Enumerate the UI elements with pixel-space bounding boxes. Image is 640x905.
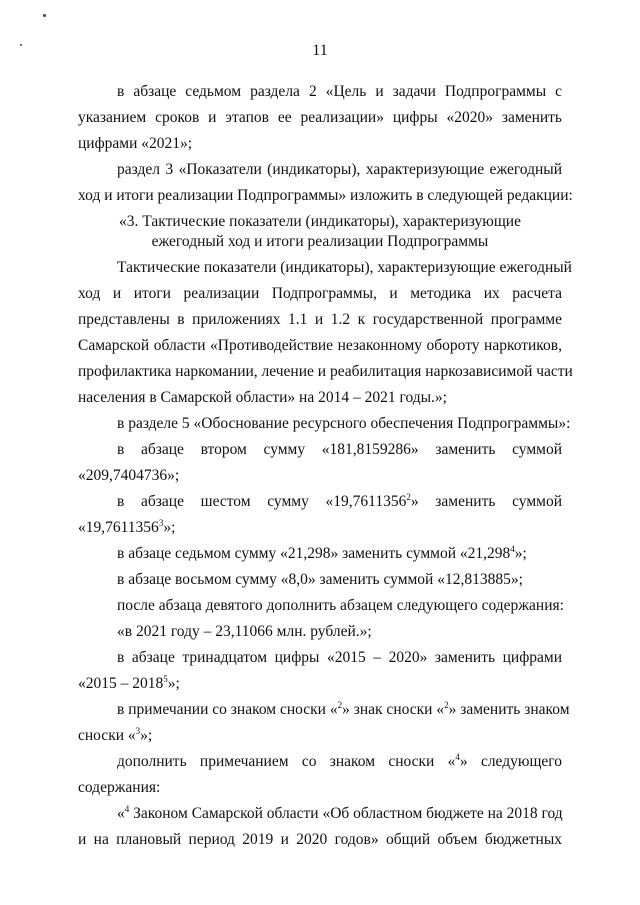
text-line [78, 726, 152, 746]
text-line [117, 544, 527, 564]
footnote-mark: 5 [163, 674, 168, 684]
text-line: в разделе 5 «Обоснование ресурсного обеспечения Подпрограммы»: [117, 415, 571, 432]
scan-dot [43, 14, 46, 17]
text-line: указанием сроков и этапов ее реализации» цифры «2020» заменить [78, 109, 562, 126]
section-heading: «3. Тактические показатели (индикаторы), характеризующие [119, 213, 521, 230]
text-line: в абзаце седьмом раздела 2 «Цель и задачи Подпрограммы с [117, 83, 562, 100]
footnote-mark: 2 [444, 700, 449, 710]
footnote-mark: 4 [510, 544, 515, 554]
footnote-mark: 4 [124, 804, 130, 814]
footnote-mark: 4 [455, 752, 460, 762]
text-line: после абзаца девятого дополнить абзацем следующего содержания: [117, 597, 564, 614]
text-fragment: дополнить примечанием со знаком сноски « [117, 753, 456, 770]
text-fragment: »; [140, 727, 153, 744]
text-line: населения в Самарской области» на 2014 – 2021 годы.»; [78, 389, 447, 406]
text-fragment: » заменить знаком [448, 701, 570, 718]
text-line: «в 2021 году – 23,11066 млн. рублей.»; [117, 623, 372, 640]
text-line: цифрами «2021»; [78, 135, 193, 152]
text-fragment: » заменить суммой [410, 493, 562, 510]
section-heading: ежегодный ход и итоги реализации Подпрограммы [151, 233, 489, 250]
text-line [117, 492, 562, 512]
text-line [117, 700, 570, 720]
text-fragment: »; [514, 545, 527, 562]
text-fragment: в абзаце седьмом сумму «21,298» заменить суммой «21,298 [117, 545, 511, 562]
text-line: ход и итоги реализации Подпрограммы, и методика их расчета [78, 285, 562, 302]
text-line: Тактические показатели (индикаторы), характеризующие ежегодный [117, 259, 572, 276]
text-line [117, 804, 562, 824]
footnote-mark: 2 [406, 492, 411, 502]
text-line: и на плановый период 2019 и 2020 годов» общий объем бюджетных [78, 831, 562, 848]
text-fragment: в примечании со знаком сноски « [117, 701, 338, 718]
text-line: «209,7404736»; [78, 467, 180, 484]
text-fragment: «2015 – 2018 [78, 675, 164, 692]
text-fragment: сноски « [78, 727, 136, 744]
text-line: представлены в приложениях 1.1 и 1.2 к государственной программе [78, 311, 562, 328]
text-line: Самарской области «Противодействие незаконному обороту наркотиков, [78, 337, 562, 354]
footnote-mark: 3 [135, 726, 141, 736]
text-line: в абзаце восьмом сумму «8,0» заменить суммой «12,813885»; [117, 571, 523, 588]
text-fragment: »; [163, 519, 176, 536]
text-line: раздел 3 «Показатели (индикаторы), характеризующие ежегодный [117, 161, 562, 178]
text-line: в абзаце втором сумму «181,8159286» заменить суммой [117, 441, 562, 458]
footnote-mark: 2 [337, 700, 343, 710]
text-line: в абзаце тринадцатом цифры «2015 – 2020» заменить цифрами [117, 649, 562, 666]
text-fragment: » следующего [459, 753, 562, 770]
text-line: ход и итоги реализации Подпрограммы» изложить в следующей редакции: [78, 187, 573, 204]
text-fragment: »; [167, 675, 180, 692]
text-line [78, 674, 180, 694]
footnote-mark: 3 [158, 518, 164, 528]
text-fragment: Законом Самарской области «Об областном бюджете на 2018 год [129, 805, 563, 822]
text-fragment: в абзаце шестом сумму «19,7611356 [117, 493, 407, 510]
text-line [78, 518, 175, 538]
text-line: профилактика наркомании, лечение и реабилитация наркозависимой части [78, 363, 573, 380]
text-fragment: «19,7611356 [78, 519, 159, 536]
text-line [117, 752, 562, 772]
text-fragment: » знак сноски « [342, 701, 445, 718]
page-number: 11 [312, 42, 328, 59]
text-line: содержания: [78, 779, 161, 796]
text-fragment: « [117, 805, 125, 822]
